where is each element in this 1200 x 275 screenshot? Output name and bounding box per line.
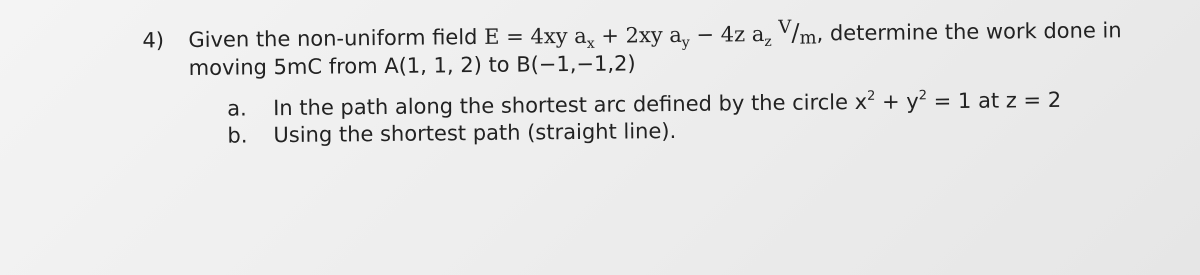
- unit-numerator: V: [778, 16, 792, 38]
- part-b-text: Using the shortest path (straight line).: [273, 118, 677, 148]
- field-symbol: E: [484, 24, 500, 49]
- equals-sign: =: [499, 24, 531, 49]
- part-a-mid: + y: [875, 89, 919, 114]
- part-a-sup-2: 2: [918, 88, 928, 104]
- part-a-marker: a.: [227, 96, 247, 121]
- part-a-text-before: In the path along the shortest arc defined by the circle x: [273, 89, 868, 121]
- field-term-y-sub: y: [681, 34, 690, 51]
- question-line-2: moving 5mC from A(1, 1, 2) to B(−1,−1,2): [188, 51, 636, 81]
- field-term-z: 4z a: [720, 21, 765, 47]
- part-a-sup-1: 2: [866, 88, 876, 104]
- field-term-x-sub: x: [586, 35, 595, 52]
- plus-sign: +: [594, 23, 626, 48]
- question-intro: Given the non-uniform field: [188, 25, 478, 53]
- question-intro-end: , determine the work done in: [816, 18, 1122, 46]
- field-term-z-sub: z: [764, 33, 772, 50]
- unit-denominator: m: [799, 27, 817, 49]
- part-a-text-after: = 1 at z = 2: [926, 87, 1062, 114]
- part-b-marker: b.: [227, 123, 248, 148]
- part-b: [227, 117, 676, 150]
- unit-slash: /: [791, 18, 800, 47]
- minus-sign: −: [689, 22, 721, 47]
- question-number: 4): [142, 28, 165, 53]
- field-term-y: 2xy a: [625, 22, 682, 48]
- field-term-x: 4xy a: [530, 23, 587, 49]
